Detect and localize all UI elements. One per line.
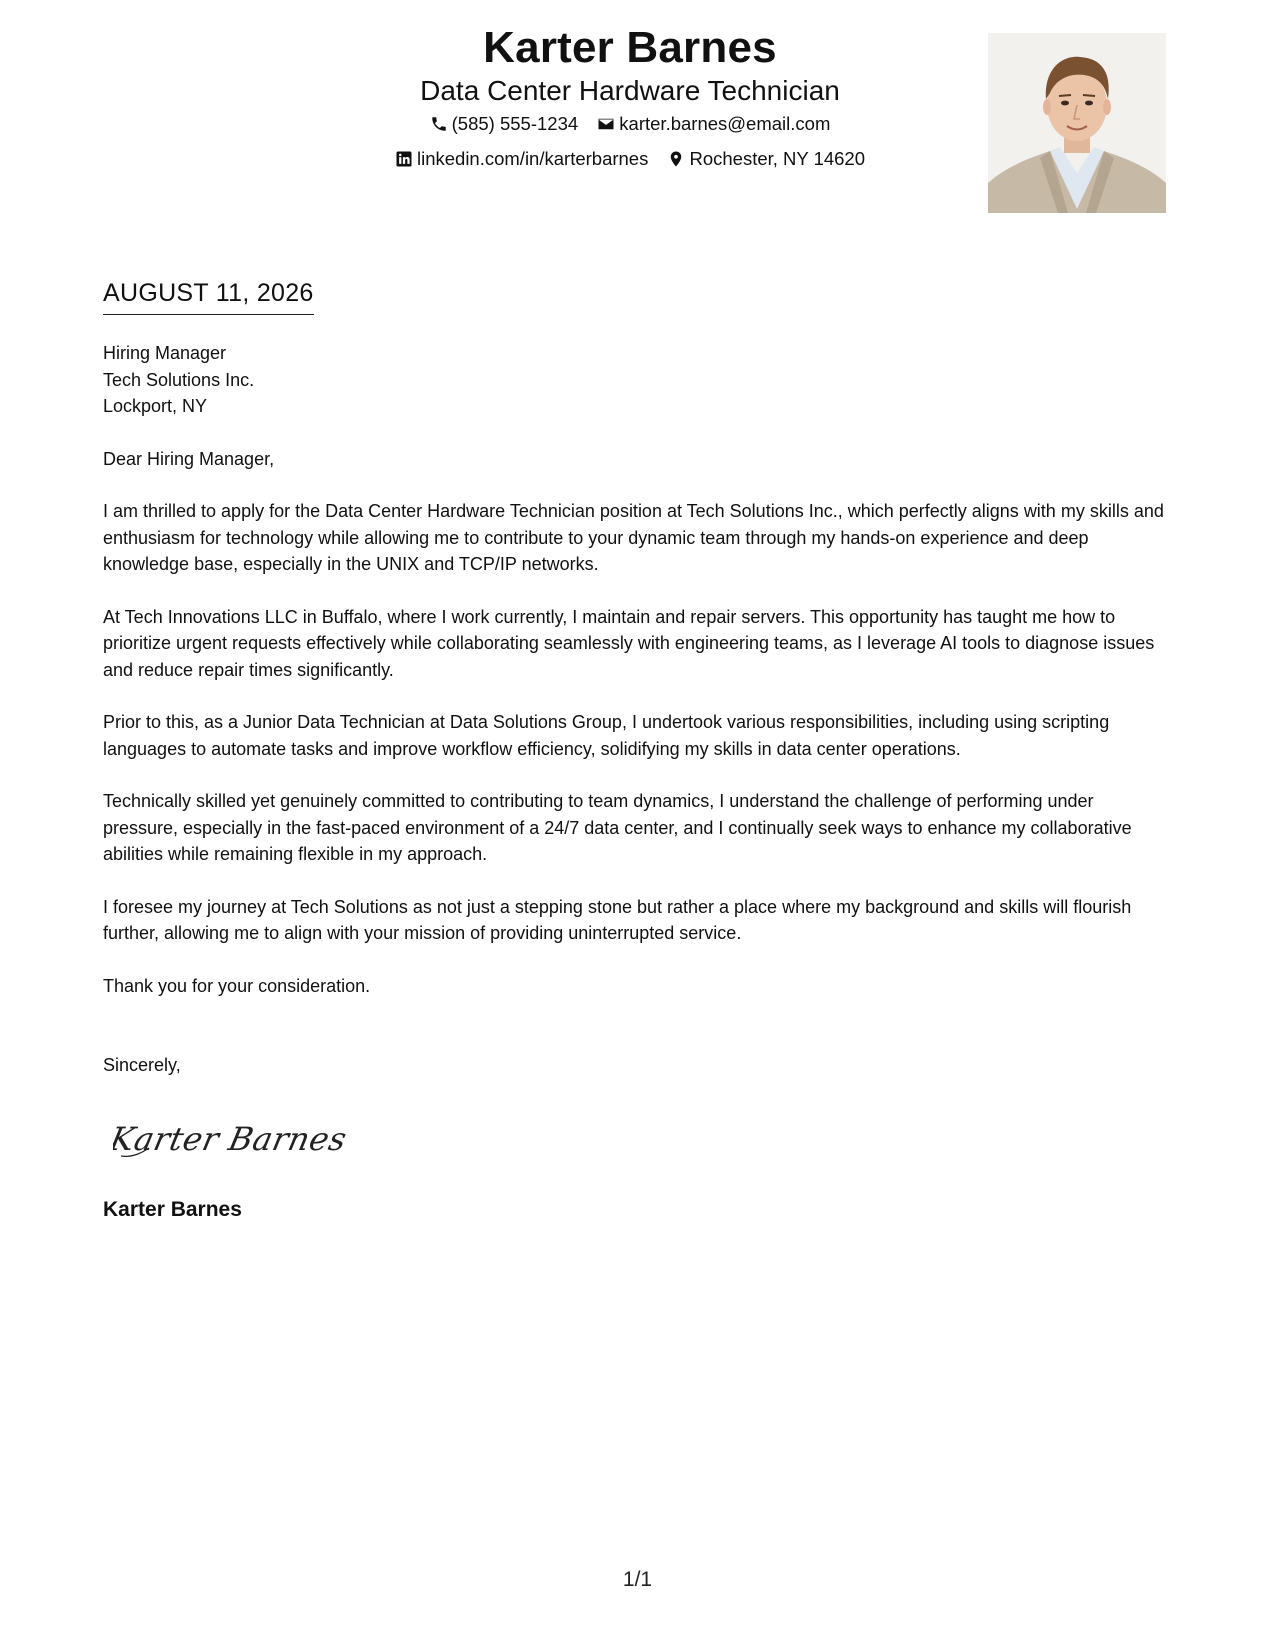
letter-header bbox=[300, 22, 960, 178]
location-contact bbox=[667, 143, 865, 175]
linkedin-text[interactable]: linkedin.com/in/karterbarnes bbox=[416, 148, 649, 169]
recipient-line: Hiring Manager bbox=[103, 343, 227, 363]
applicant-name: Karter Barnes bbox=[483, 23, 777, 72]
salutation: Dear Hiring Manager, bbox=[103, 448, 275, 469]
page-number: 1/1 bbox=[622, 1568, 653, 1591]
handwritten-signature bbox=[113, 1108, 363, 1168]
recipient-address bbox=[103, 340, 1173, 420]
recipient-line: Tech Solutions Inc. bbox=[103, 369, 255, 390]
letter-date-block bbox=[103, 276, 314, 315]
map-pin-icon bbox=[667, 150, 685, 168]
body-paragraph: Prior to this, as a Junior Data Technician at Data Solutions Group, I undertook various responsibilities, including using scripting languages to automate tasks and improve workflow efficiency, solidifying my skills in data center operations. bbox=[103, 712, 1110, 759]
applicant-job-title: Data Center Hardware Technician bbox=[420, 75, 840, 106]
letter-date: AUGUST 11, 2026 bbox=[103, 276, 314, 315]
body-paragraph: I foresee my journey at Tech Solutions as not just a stepping stone but rather a place where my background and skills will flourish further, allowing me to align with your mission of providing uninterrupted service. bbox=[103, 896, 1132, 943]
thank-you-line: Thank you for your consideration. bbox=[103, 975, 371, 996]
closing: Sincerely, bbox=[103, 1055, 181, 1075]
phone-contact bbox=[430, 108, 579, 140]
profile-photo bbox=[988, 33, 1166, 213]
phone-text: (585) 555-1234 bbox=[451, 113, 579, 134]
contact-row-1 bbox=[300, 108, 960, 143]
envelope-icon bbox=[597, 115, 615, 133]
location-text: Rochester, NY 14620 bbox=[689, 148, 866, 169]
email-contact[interactable] bbox=[597, 108, 830, 140]
linkedin-icon bbox=[395, 150, 413, 168]
email-text[interactable]: karter.barnes@email.com bbox=[619, 113, 831, 134]
phone-icon bbox=[430, 115, 448, 133]
letter-body bbox=[103, 340, 1173, 1105]
recipient-line: Lockport, NY bbox=[103, 396, 208, 416]
signed-name: Karter Barnes bbox=[103, 1198, 242, 1221]
linkedin-contact[interactable] bbox=[395, 143, 648, 175]
body-paragraph: At Tech Innovations LLC in Buffalo, where I work currently, I maintain and repair servers. This opportunity has taught me how to prioritize urgent requests effectively while collaborating seamlessly with engineering teams, as I leverage AI tools to diagnose issues and reduce repair times significantly. bbox=[103, 606, 1155, 680]
svg-text:Karter Barnes: Karter Barnes bbox=[113, 1120, 351, 1158]
body-paragraph: I am thrilled to apply for the Data Center Hardware Technician position at Tech Solutions Inc., which perfectly aligns with my skills and enthusiasm for technology while allowing me to contribute to your dynamic team through my hands-on experience and deep knowledge base, especially in the UNIX and TCP/IP networks. bbox=[103, 501, 1164, 574]
body-paragraph: Technically skilled yet genuinely committed to contributing to team dynamics, I understand the challenge of performing under pressure, especially in the fast-paced environment of a 24/7 data center, and I continually seek ways to enhance my collaborative abilities while remaining flexible in my approach. bbox=[103, 791, 1132, 864]
contact-row-2 bbox=[300, 143, 960, 178]
